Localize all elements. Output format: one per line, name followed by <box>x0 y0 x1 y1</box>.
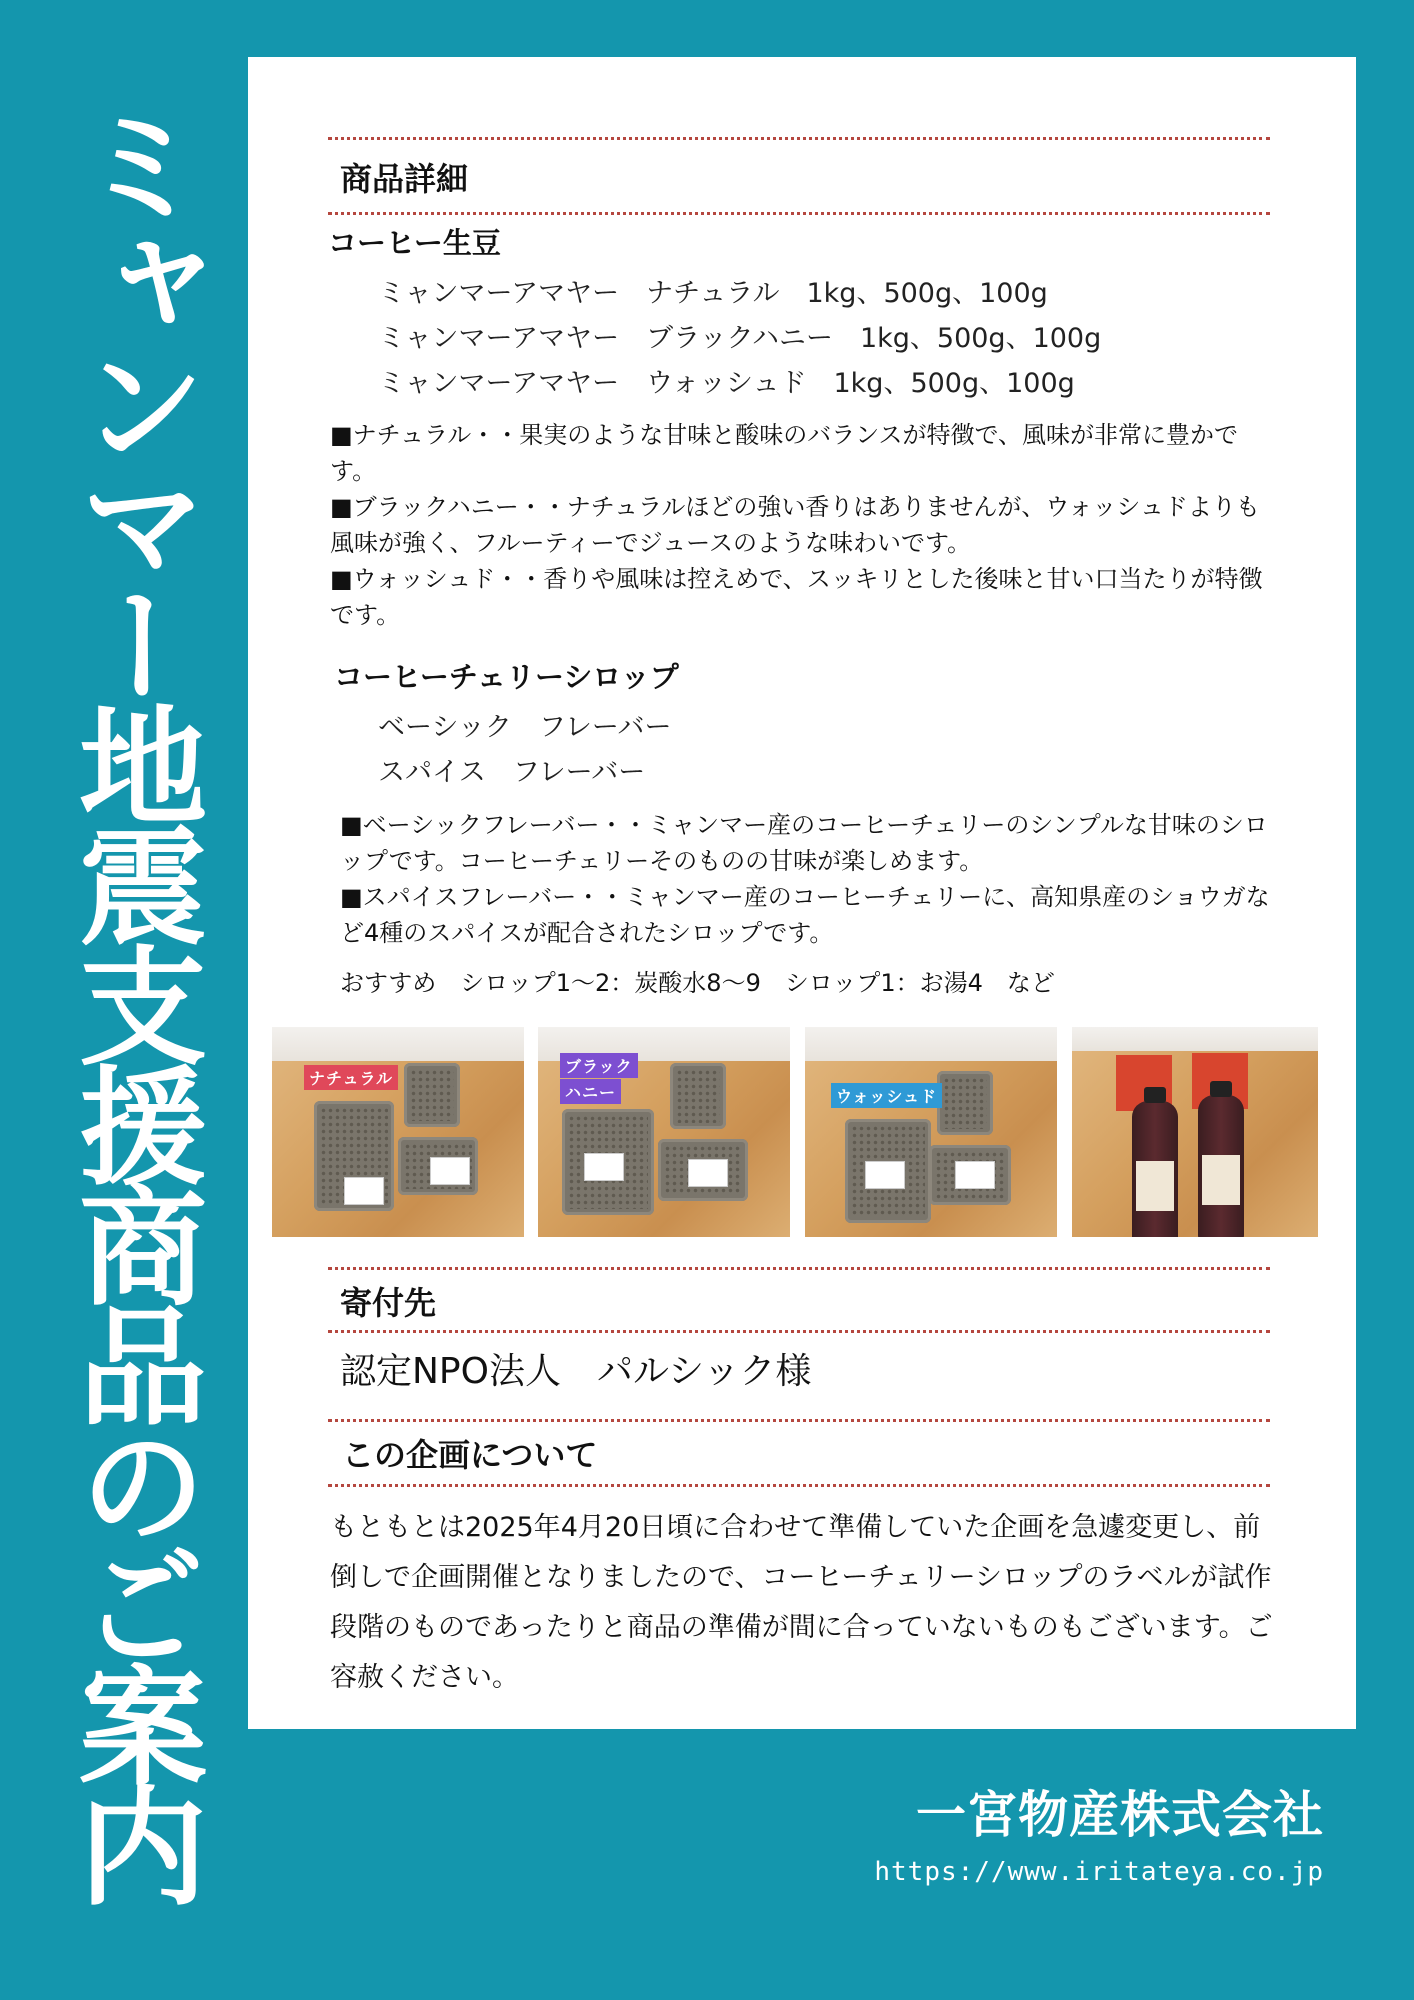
natural-description: ■ナチュラル・・果実のような甘味と酸味のバランスが特徴で、風味が非常に豊かです。 <box>330 421 1239 485</box>
about-heading: この企画について <box>342 1436 598 1474</box>
beans-item: ミャンマーアマヤー ナチュラル 1kg、500g、100g <box>378 278 1048 309</box>
syrup-heading: コーヒーチェリーシロップ <box>334 660 679 694</box>
company-name: 一宮物産株式会社 <box>916 1786 1324 1844</box>
honey-tag: ハニー <box>560 1079 621 1104</box>
beans-description <box>330 417 1280 633</box>
syrup-item: ベーシック フレーバー <box>378 712 672 743</box>
donation-recipient: 認定NPO法人 パルシック様 <box>340 1351 812 1392</box>
divider <box>328 1484 1270 1487</box>
beans-heading: コーヒー生豆 <box>328 226 501 260</box>
beans-item-list <box>378 271 1101 406</box>
divider <box>328 212 1270 215</box>
about-header <box>328 1419 1270 1487</box>
divider <box>328 1330 1270 1333</box>
natural-beans-photo <box>272 1027 524 1237</box>
donation-heading: 寄付先 <box>340 1284 437 1322</box>
donation-header <box>328 1267 1270 1333</box>
beans-item: ミャンマーアマヤー ウォッシュド 1kg、500g、100g <box>378 368 1075 399</box>
product-photos <box>272 1027 1332 1239</box>
beans-item: ミャンマーアマヤー ブラックハニー 1kg、500g、100g <box>378 323 1102 354</box>
vertical-page-title: ミャンマー地震支援商品のご案内 <box>57 100 206 1900</box>
content-panel <box>248 57 1356 1729</box>
basic-flavor-description: ■ベーシックフレーバー・・ミャンマー産のコーヒーチェリーのシンプルな甘味のシロップです。コーヒーチェリーそのものの甘味が楽しめます。 <box>340 811 1268 875</box>
spice-flavor-description: ■スパイスフレーバー・・ミャンマー産のコーヒーチェリーに、高知県産のショウガなど4種のスパイスが配合されたシロップです。 <box>340 883 1270 947</box>
details-header <box>328 137 1270 215</box>
washed-description: ■ウォッシュド・・香りや風味は控えめで、スッキリとした後味と甘い口当たりが特徴です。 <box>330 565 1263 629</box>
black-tag: ブラック <box>560 1053 638 1078</box>
cherry-syrup-photo <box>1072 1027 1318 1237</box>
washed-beans-photo <box>805 1027 1057 1237</box>
syrup-item: スパイス フレーバー <box>378 757 646 788</box>
company-url[interactable]: https://www.iritateya.co.jp <box>874 1857 1324 1887</box>
syrup-description <box>340 807 1280 951</box>
black-honey-description: ■ブラックハニー・・ナチュラルほどの強い香りはありませんが、ウォッシュドよりも風味が強く、フルーティーでジュースのような味わいです。 <box>330 493 1260 557</box>
black-honey-beans-photo <box>538 1027 790 1237</box>
washed-tag: ウォッシュド <box>831 1083 942 1108</box>
about-text: もともとは2025年4月20日頃に合わせて準備していた企画を急遽変更し、前倒しで企画開催となりましたので、コーヒーチェリーシロップのラベルが試作段階のものであったりと商品の準備が間に合っていないものもございます。ご容赦ください。 <box>330 1512 1273 1693</box>
syrup-item-list <box>378 705 672 795</box>
details-heading: 商品詳細 <box>340 160 469 198</box>
recommend-text: おすすめ シロップ1〜2：炭酸水8〜9 シロップ1：お湯4 など <box>340 969 1055 997</box>
natural-tag: ナチュラル <box>304 1065 398 1090</box>
